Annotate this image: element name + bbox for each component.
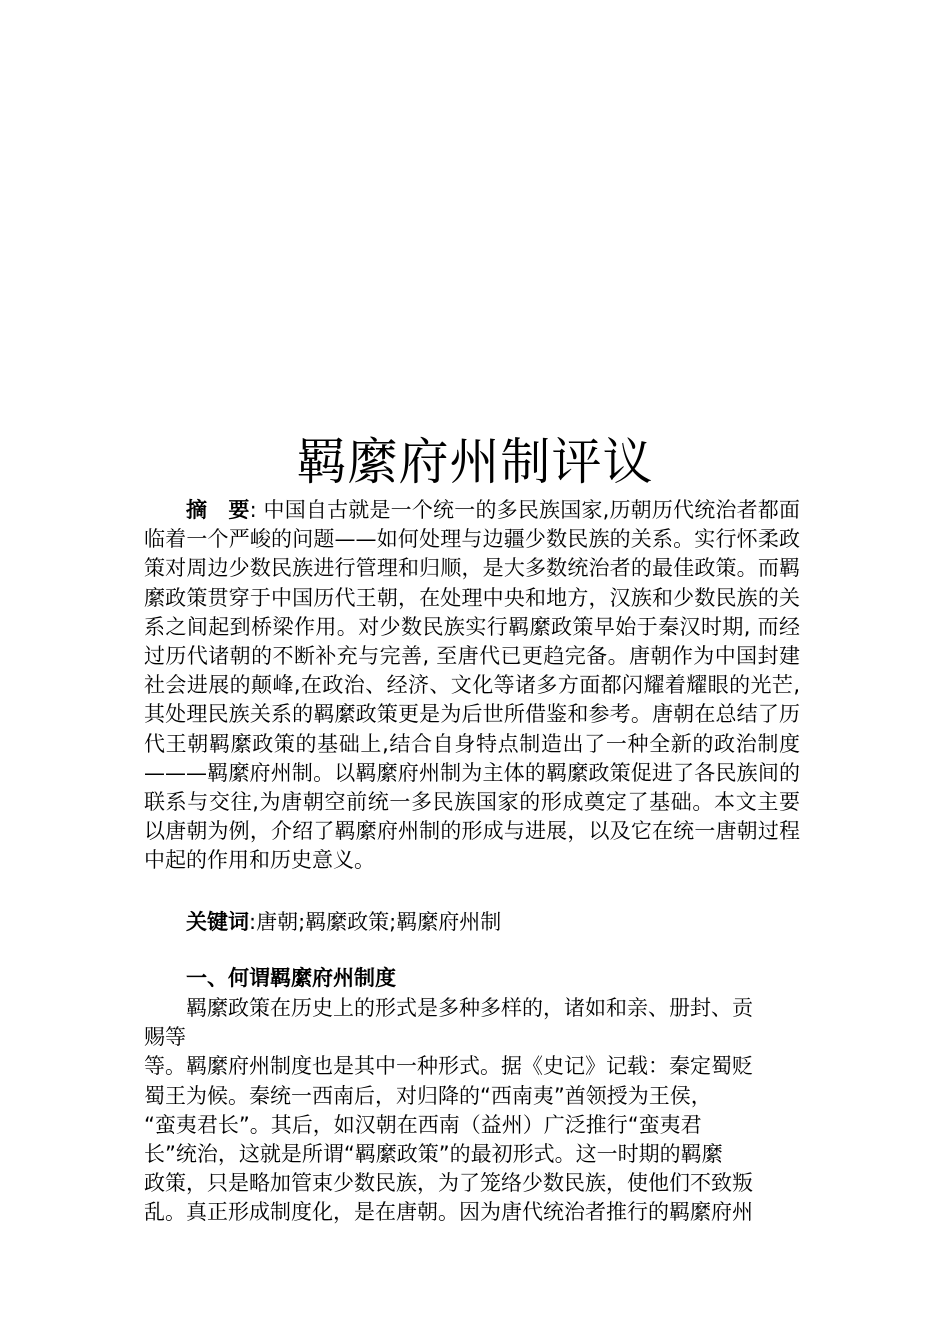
paragraph-line: 政策，只是略加管束少数民族，为了笼络少数民族，使他们不致叛 <box>144 1171 753 1196</box>
keywords-paragraph <box>144 908 800 937</box>
paragraph-line: 等。羁縻府州制度也是其中一种形式。据《史记》记载：秦定蜀贬 <box>144 1054 753 1079</box>
section-heading: 一、何谓羁縻府州制度 <box>186 966 396 990</box>
paragraph-line: 长”统治，这就是所谓“羁縻政策”的最初形式。这一时期的羁縻 <box>144 1142 723 1167</box>
paragraph-line: “蛮夷君长”。其后，如汉朝在西南（益州）广泛推行“蛮夷君 <box>144 1112 702 1137</box>
section-paragraph <box>144 994 800 1228</box>
abstract-paragraph <box>144 496 800 876</box>
keywords-label: 关键词 <box>186 910 249 934</box>
paragraph-line: 赐等 <box>144 1025 186 1050</box>
keywords-separator: : <box>249 910 257 934</box>
abstract-separator: : <box>249 498 257 522</box>
paragraph-line: 乱。真正形成制度化，是在唐朝。因为唐代统治者推行的羁縻府州 <box>144 1200 753 1225</box>
document-title: 羁縻府州制评议 <box>296 433 654 491</box>
keywords-text: 唐朝;羁縻政策;羁縻府州制 <box>256 910 502 934</box>
abstract-text: 中国自古就是一个统一的多民族国家,历朝历代统治者都面临着一个严峻的问题——如何处理与边疆少数民族的关系。实行怀柔政策对周边少数民族进行管理和归顺，是大多数统治者的最佳政策。而羁縻政策贯穿于中国历代王朝，在处理中央和地方，汉族和少数民族的关系之间起到桥梁作用。对少数民族实行羁縻政策早始于秦汉时期, 而经过历代诸朝的不断补充与完善, 至唐代已更趋完备。唐朝作为中国封建社会进展的颠峰,在政治、经济、文化等诸多方面都闪耀着耀眼的光芒,其处理民族关系的羁縻政策更是为后世所借鉴和参考。唐朝在总结了历代王朝羁縻政策的基础上,结合自身特点制造出了一种全新的政治制度———羁縻府州制。以羁縻府州制为主体的羁縻政策促进了各民族间的联系与交往,为唐朝空前统一多民族国家的形成奠定了基础。本文主要以唐朝为例，介绍了羁縻府州制的形成与进展，以及它在统一唐朝过程中起的作用和历史意义。 <box>144 498 800 873</box>
paragraph-line: 羁縻政策在历史上的形式是多种多样的，诸如和亲、册封、贡 <box>186 996 753 1020</box>
paragraph-line: 蜀王为候。秦统一西南后，对归降的“西南夷”酋领授为王侯， <box>144 1083 712 1108</box>
abstract-label: 摘 要 <box>186 498 250 522</box>
